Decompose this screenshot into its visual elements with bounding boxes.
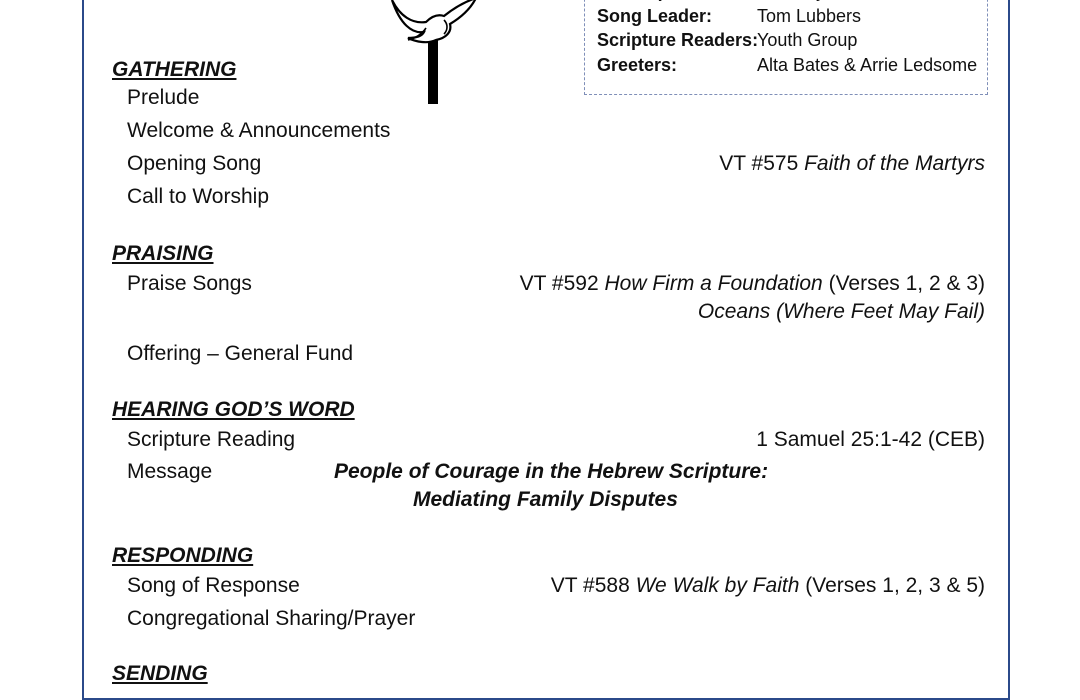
item-song-of-response: Song of Response	[127, 574, 300, 597]
section-heading-responding: RESPONDING	[112, 544, 254, 567]
role-label: Scripture Readers:	[597, 30, 759, 50]
message-title-line2: Mediating Family Disputes	[413, 488, 678, 511]
role-scripture-readers	[597, 28, 857, 53]
praise-song-1-reference	[520, 272, 985, 296]
hymn-number: VT #575	[719, 152, 799, 175]
item-call-to-worship: Call to Worship	[127, 185, 269, 208]
hymn-number: VT #592	[519, 272, 599, 295]
hymn-verses: (Verses 1, 2, 3 & 5)	[805, 574, 985, 597]
service-roles-box	[584, 0, 988, 95]
dove-cross-icon	[386, 0, 482, 106]
hymn-title: How Firm a Foundation	[604, 272, 823, 295]
item-praise-songs: Praise Songs	[127, 272, 252, 295]
role-value: Tom Lubbers	[757, 5, 862, 26]
message-title-line1: People of Courage in the Hebrew Scripture:	[334, 460, 769, 483]
role-value: Alta Bates & Arrie Ledsome	[757, 54, 978, 75]
role-song-leader	[597, 4, 861, 29]
item-offering: Offering – General Fund	[127, 342, 354, 365]
response-song-reference	[551, 574, 985, 598]
hymn-verses: (Verses 1, 2 & 3)	[828, 272, 985, 295]
section-heading-gathering: GATHERING	[112, 58, 237, 81]
scripture-reference: 1 Samuel 25:1-42 (CEB)	[756, 428, 985, 451]
section-heading-praising: PRAISING	[112, 242, 214, 265]
role-value: Youth Group	[757, 30, 858, 50]
role-greeters	[597, 53, 977, 78]
section-heading-sending: SENDING	[112, 662, 208, 685]
item-congregational-sharing: Congregational Sharing/Prayer	[127, 607, 416, 630]
item-prelude: Prelude	[127, 86, 200, 109]
item-opening-song: Opening Song	[127, 152, 262, 175]
opening-song-reference	[719, 152, 985, 176]
item-scripture-reading: Scripture Reading	[127, 428, 296, 451]
role-label: Song Leader:	[597, 5, 713, 26]
hymn-number: VT #588	[550, 574, 630, 597]
role-label: Greeters:	[597, 54, 678, 75]
hymn-title: We Walk by Faith	[635, 574, 800, 597]
item-message: Message	[127, 460, 213, 483]
section-heading-hearing: HEARING GOD’S WORD	[112, 398, 355, 421]
item-welcome: Welcome & Announcements	[127, 119, 391, 142]
hymn-title: Faith of the Martyrs	[804, 152, 985, 175]
praise-song-2-title: Oceans (Where Feet May Fail)	[697, 300, 985, 323]
